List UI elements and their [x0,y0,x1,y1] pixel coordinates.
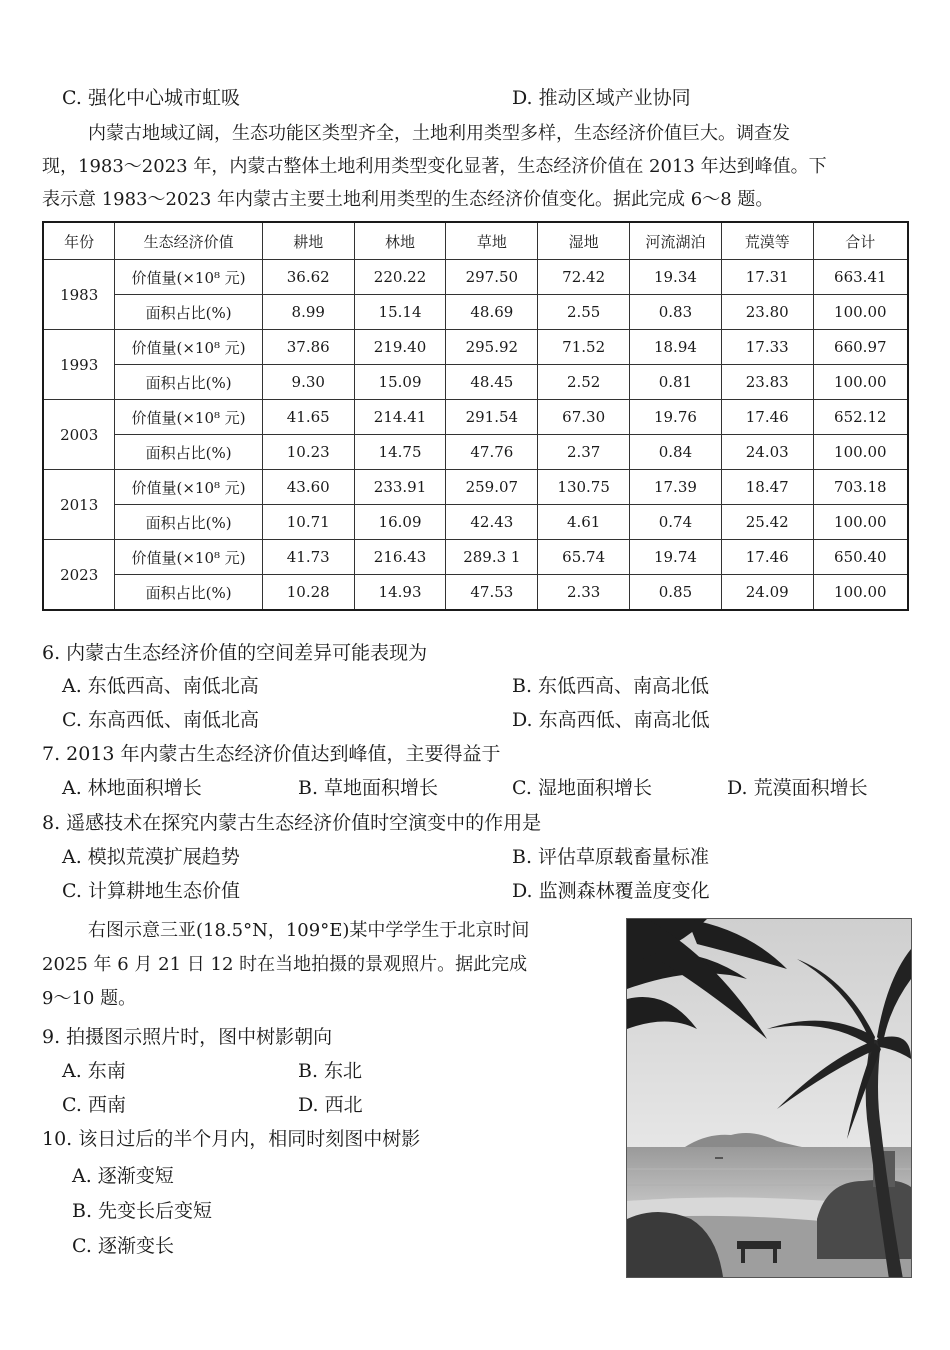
q6-stem: 6. 内蒙古生态经济价值的空间差异可能表现为 [42,642,428,664]
table-row-area [43,365,908,400]
value-cell: 19.74 [630,540,722,575]
q8-option-b: B. 评估草原载畜量标准 [512,846,710,868]
table-row-area [43,295,908,330]
value-cell: 650.40 [813,540,908,575]
option-d: D. 推动区域产业协同 [512,87,691,109]
value-cell: 17.46 [721,540,813,575]
area-cell: 48.69 [446,295,538,330]
area-cell: 100.00 [813,365,908,400]
area-cell: 100.00 [813,575,908,611]
q9-option-d: D. 西北 [298,1094,363,1116]
value-cell: 19.34 [630,260,722,295]
year-cell: 2023 [43,540,115,611]
table-row-value [43,260,908,295]
value-cell: 219.40 [354,330,446,365]
table-row-area [43,575,908,611]
value-cell: 19.76 [630,400,722,435]
area-cell: 100.00 [813,435,908,470]
q7-option-c: C. 湿地面积增长 [512,777,652,799]
q9-option-b: B. 东北 [298,1060,363,1082]
value-cell: 17.31 [721,260,813,295]
area-cell: 10.28 [262,575,354,611]
value-cell: 37.86 [262,330,354,365]
q8-stem: 8. 遥感技术在探究内蒙古生态经济价值时空演变中的作用是 [42,812,542,834]
photo-intro-line-3: 9～10 题。 [42,988,137,1009]
area-cell: 10.23 [262,435,354,470]
header-year: 年份 [43,222,115,260]
q9-option-c: C. 西南 [62,1094,126,1116]
value-label-cell: 价值量(×10⁸ 元) [115,540,263,575]
table-row-value [43,330,908,365]
value-cell: 297.50 [446,260,538,295]
value-cell: 41.65 [262,400,354,435]
area-cell: 2.55 [538,295,630,330]
header-total: 合计 [813,222,908,260]
area-cell: 15.09 [354,365,446,400]
value-cell: 17.46 [721,400,813,435]
value-cell: 72.42 [538,260,630,295]
intro-line-2: 现，1983～2023 年，内蒙古整体土地利用类型变化显著，生态经济价值在 2013 年达到峰值。下 [42,156,827,177]
value-cell: 214.41 [354,400,446,435]
q10-option-c: C. 逐渐变长 [72,1235,174,1257]
q7-stem: 7. 2013 年内蒙古生态经济价值达到峰值，主要得益于 [42,743,501,765]
year-cell: 1993 [43,330,115,400]
q8-option-a: A. 模拟荒漠扩展趋势 [62,846,240,868]
area-cell: 47.53 [446,575,538,611]
q6-option-a: A. 东低西高、南低北高 [62,675,259,697]
header-forest: 林地 [354,222,446,260]
beach-palm-photo [626,918,912,1278]
q7-option-a: A. 林地面积增长 [62,777,202,799]
area-cell: 16.09 [354,505,446,540]
header-wetland: 湿地 [538,222,630,260]
value-cell: 18.94 [630,330,722,365]
value-label-cell: 价值量(×10⁸ 元) [115,400,263,435]
area-label-cell: 面积占比(%) [115,575,263,611]
value-label-cell: 价值量(×10⁸ 元) [115,330,263,365]
area-cell: 15.14 [354,295,446,330]
value-cell: 41.73 [262,540,354,575]
table-header-row [43,222,908,260]
option-c: C. 强化中心城市虹吸 [62,87,240,109]
area-cell: 0.85 [630,575,722,611]
area-cell: 2.37 [538,435,630,470]
value-cell: 295.92 [446,330,538,365]
value-cell: 220.22 [354,260,446,295]
q10-stem: 10. 该日过后的半个月内，相同时刻图中树影 [42,1128,421,1150]
value-cell: 17.33 [721,330,813,365]
area-label-cell: 面积占比(%) [115,505,263,540]
q7-option-b: B. 草地面积增长 [298,777,439,799]
area-cell: 47.76 [446,435,538,470]
header-rivers-lakes: 河流湖泊 [630,222,722,260]
photo-intro-line-2: 2025 年 6 月 21 日 12 时在当地拍摄的景观照片。据此完成 [42,954,528,975]
area-cell: 14.93 [354,575,446,611]
value-cell: 65.74 [538,540,630,575]
area-cell: 0.84 [630,435,722,470]
value-cell: 233.91 [354,470,446,505]
area-cell: 14.75 [354,435,446,470]
header-farmland: 耕地 [262,222,354,260]
area-cell: 42.43 [446,505,538,540]
area-cell: 0.83 [630,295,722,330]
header-desert: 荒漠等 [721,222,813,260]
area-cell: 10.71 [262,505,354,540]
intro-line-3: 表示意 1983～2023 年内蒙古主要土地利用类型的生态经济价值变化。据此完成 6～8 题。 [42,189,774,210]
value-cell: 289.3 1 [446,540,538,575]
eco-value-table [42,221,909,611]
q6-option-c: C. 东高西低、南低北高 [62,709,259,731]
q6-option-d: D. 东高西低、南高北低 [512,709,710,731]
intro-line-1: 内蒙古地域辽阔，生态功能区类型齐全，土地利用类型多样，生态经济价值巨大。调查发 [88,123,790,144]
area-label-cell: 面积占比(%) [115,295,263,330]
header-grassland: 草地 [446,222,538,260]
area-label-cell: 面积占比(%) [115,365,263,400]
area-cell: 24.03 [721,435,813,470]
area-cell: 24.09 [721,575,813,611]
value-cell: 67.30 [538,400,630,435]
q7-option-d: D. 荒漠面积增长 [727,777,868,799]
year-cell: 1983 [43,260,115,330]
table-row-area [43,435,908,470]
table-row-area [43,505,908,540]
area-cell: 8.99 [262,295,354,330]
area-cell: 0.81 [630,365,722,400]
value-cell: 43.60 [262,470,354,505]
value-cell: 703.18 [813,470,908,505]
value-cell: 71.52 [538,330,630,365]
q10-option-a: A. 逐渐变短 [72,1165,174,1187]
area-cell: 0.74 [630,505,722,540]
header-metric: 生态经济价值 [115,222,263,260]
area-cell: 9.30 [262,365,354,400]
area-cell: 25.42 [721,505,813,540]
q8-option-c: C. 计算耕地生态价值 [62,880,240,902]
q8-option-d: D. 监测森林覆盖度变化 [512,880,710,902]
value-cell: 130.75 [538,470,630,505]
area-cell: 100.00 [813,505,908,540]
q6-option-b: B. 东低西高、南高北低 [512,675,710,697]
area-cell: 2.52 [538,365,630,400]
value-cell: 36.62 [262,260,354,295]
q9-option-a: A. 东南 [62,1060,126,1082]
photo-intro-line-1: 右图示意三亚(18.5°N，109°E)某中学学生于北京时间 [88,920,530,941]
q9-stem: 9. 拍摄图示照片时，图中树影朝向 [42,1026,333,1048]
area-cell: 23.83 [721,365,813,400]
area-cell: 48.45 [446,365,538,400]
area-cell: 2.33 [538,575,630,611]
value-label-cell: 价值量(×10⁸ 元) [115,260,263,295]
area-cell: 100.00 [813,295,908,330]
table-row-value [43,400,908,435]
value-cell: 259.07 [446,470,538,505]
value-cell: 18.47 [721,470,813,505]
value-cell: 663.41 [813,260,908,295]
year-cell: 2013 [43,470,115,540]
q10-option-b: B. 先变长后变短 [72,1200,213,1222]
value-cell: 17.39 [630,470,722,505]
value-cell: 216.43 [354,540,446,575]
value-cell: 660.97 [813,330,908,365]
year-cell: 2003 [43,400,115,470]
area-label-cell: 面积占比(%) [115,435,263,470]
value-cell: 652.12 [813,400,908,435]
table-row-value [43,470,908,505]
area-cell: 4.61 [538,505,630,540]
table-row-value [43,540,908,575]
value-label-cell: 价值量(×10⁸ 元) [115,470,263,505]
area-cell: 23.80 [721,295,813,330]
value-cell: 291.54 [446,400,538,435]
